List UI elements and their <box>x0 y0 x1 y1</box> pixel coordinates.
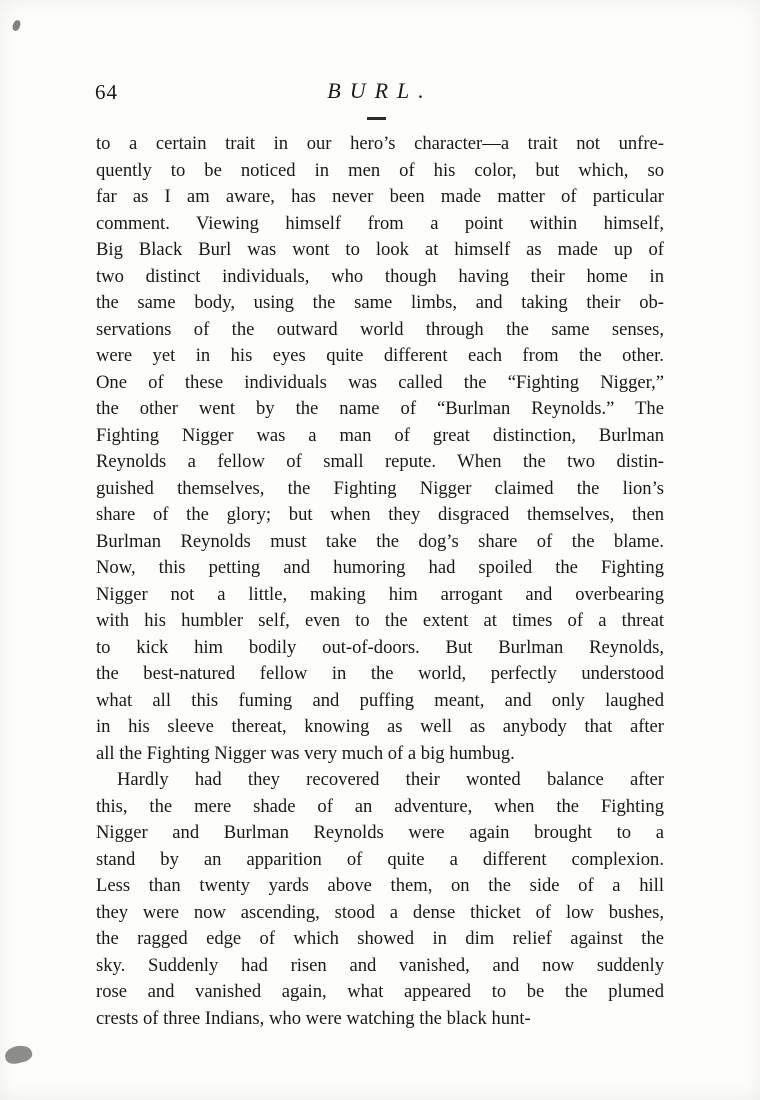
paragraph-2 <box>96 767 664 1032</box>
text-line: rose and vanished again, what appeared to be the plumed <box>96 981 664 1002</box>
text-line: what all this fuming and puffing meant, and only laughed <box>96 689 664 711</box>
text-line: Nigger not a little, making him arrogant and overbearing <box>96 583 664 605</box>
text-line: two distinct individuals, who though having their home in <box>96 265 664 287</box>
text-line: Hardly had they recovered their wonted balance after <box>117 769 664 790</box>
page-number: 64 <box>95 80 118 104</box>
text-line: Reynolds a fellow of small repute. When the two distin- <box>96 451 664 472</box>
text-line: One of these individuals was called the “Fighting Nigger,” <box>96 371 664 393</box>
text-line: they were now ascending, stood a dense thicket of low bushes, <box>96 901 664 923</box>
text-line: the ragged edge of which showed in dim relief against the <box>96 928 664 949</box>
paragraph-1 <box>96 131 664 767</box>
text-line: Burlman Reynolds must take the dog’s share of the blame. <box>96 530 664 552</box>
running-head <box>0 78 760 124</box>
text-line: sky. Suddenly had risen and vanished, and now suddenly <box>96 954 664 976</box>
text-line: crests of three Indians, who were watching the black hunt- <box>96 1007 531 1029</box>
header-rule <box>367 117 386 120</box>
text-line: Now, this petting and humoring had spoiled the Fighting <box>96 557 664 578</box>
scan-artifact-bottom-left <box>3 1043 33 1066</box>
text-line: comment. Viewing himself from a point within himself, <box>96 212 664 234</box>
text-line: share of the glory; but when they disgraced themselves, then <box>96 504 664 525</box>
text-line: the best-natured fellow in the world, perfectly understood <box>96 663 664 684</box>
text-line: Nigger and Burlman Reynolds were again brought to a <box>96 822 664 843</box>
text-line: the other went by the name of “Burlman Reynolds.” The <box>96 398 664 419</box>
text-line: to kick him bodily out-of-doors. But Burlman Reynolds, <box>96 636 664 658</box>
text-line: quently to be noticed in men of his color, but which, so <box>96 159 664 181</box>
text-line: guished themselves, the Fighting Nigger claimed the lion’s <box>96 477 664 499</box>
text-line: in his sleeve thereat, knowing as well as anybody that after <box>96 716 664 737</box>
text-line: this, the mere shade of an adventure, when the Fighting <box>96 795 664 817</box>
text-line: all the Fighting Nigger was very much of a big humbug. <box>96 742 515 764</box>
running-head-title: BURL. <box>327 78 433 103</box>
text-line: stand by an apparition of quite a different complexion. <box>96 848 664 870</box>
text-line: were yet in his eyes quite different each from the other. <box>96 345 664 366</box>
text-line: far as I am aware, has never been made matter of particular <box>96 186 664 207</box>
text-line: the same body, using the same limbs, and taking their ob- <box>96 292 664 313</box>
text-line: servations of the outward world through the same senses, <box>96 318 664 340</box>
text-line: Big Black Burl was wont to look at himself as made up of <box>96 239 664 260</box>
text-line: with his humbler self, even to the extent at times of a threat <box>96 610 664 631</box>
text-line: to a certain trait in our hero’s character—a trait not unfre- <box>96 133 664 154</box>
page-text <box>96 131 664 1032</box>
text-line: Fighting Nigger was a man of great distinction, Burlman <box>96 424 664 446</box>
text-line: Less than twenty yards above them, on the side of a hill <box>96 875 664 896</box>
scan-artifact-top-left <box>11 19 22 32</box>
